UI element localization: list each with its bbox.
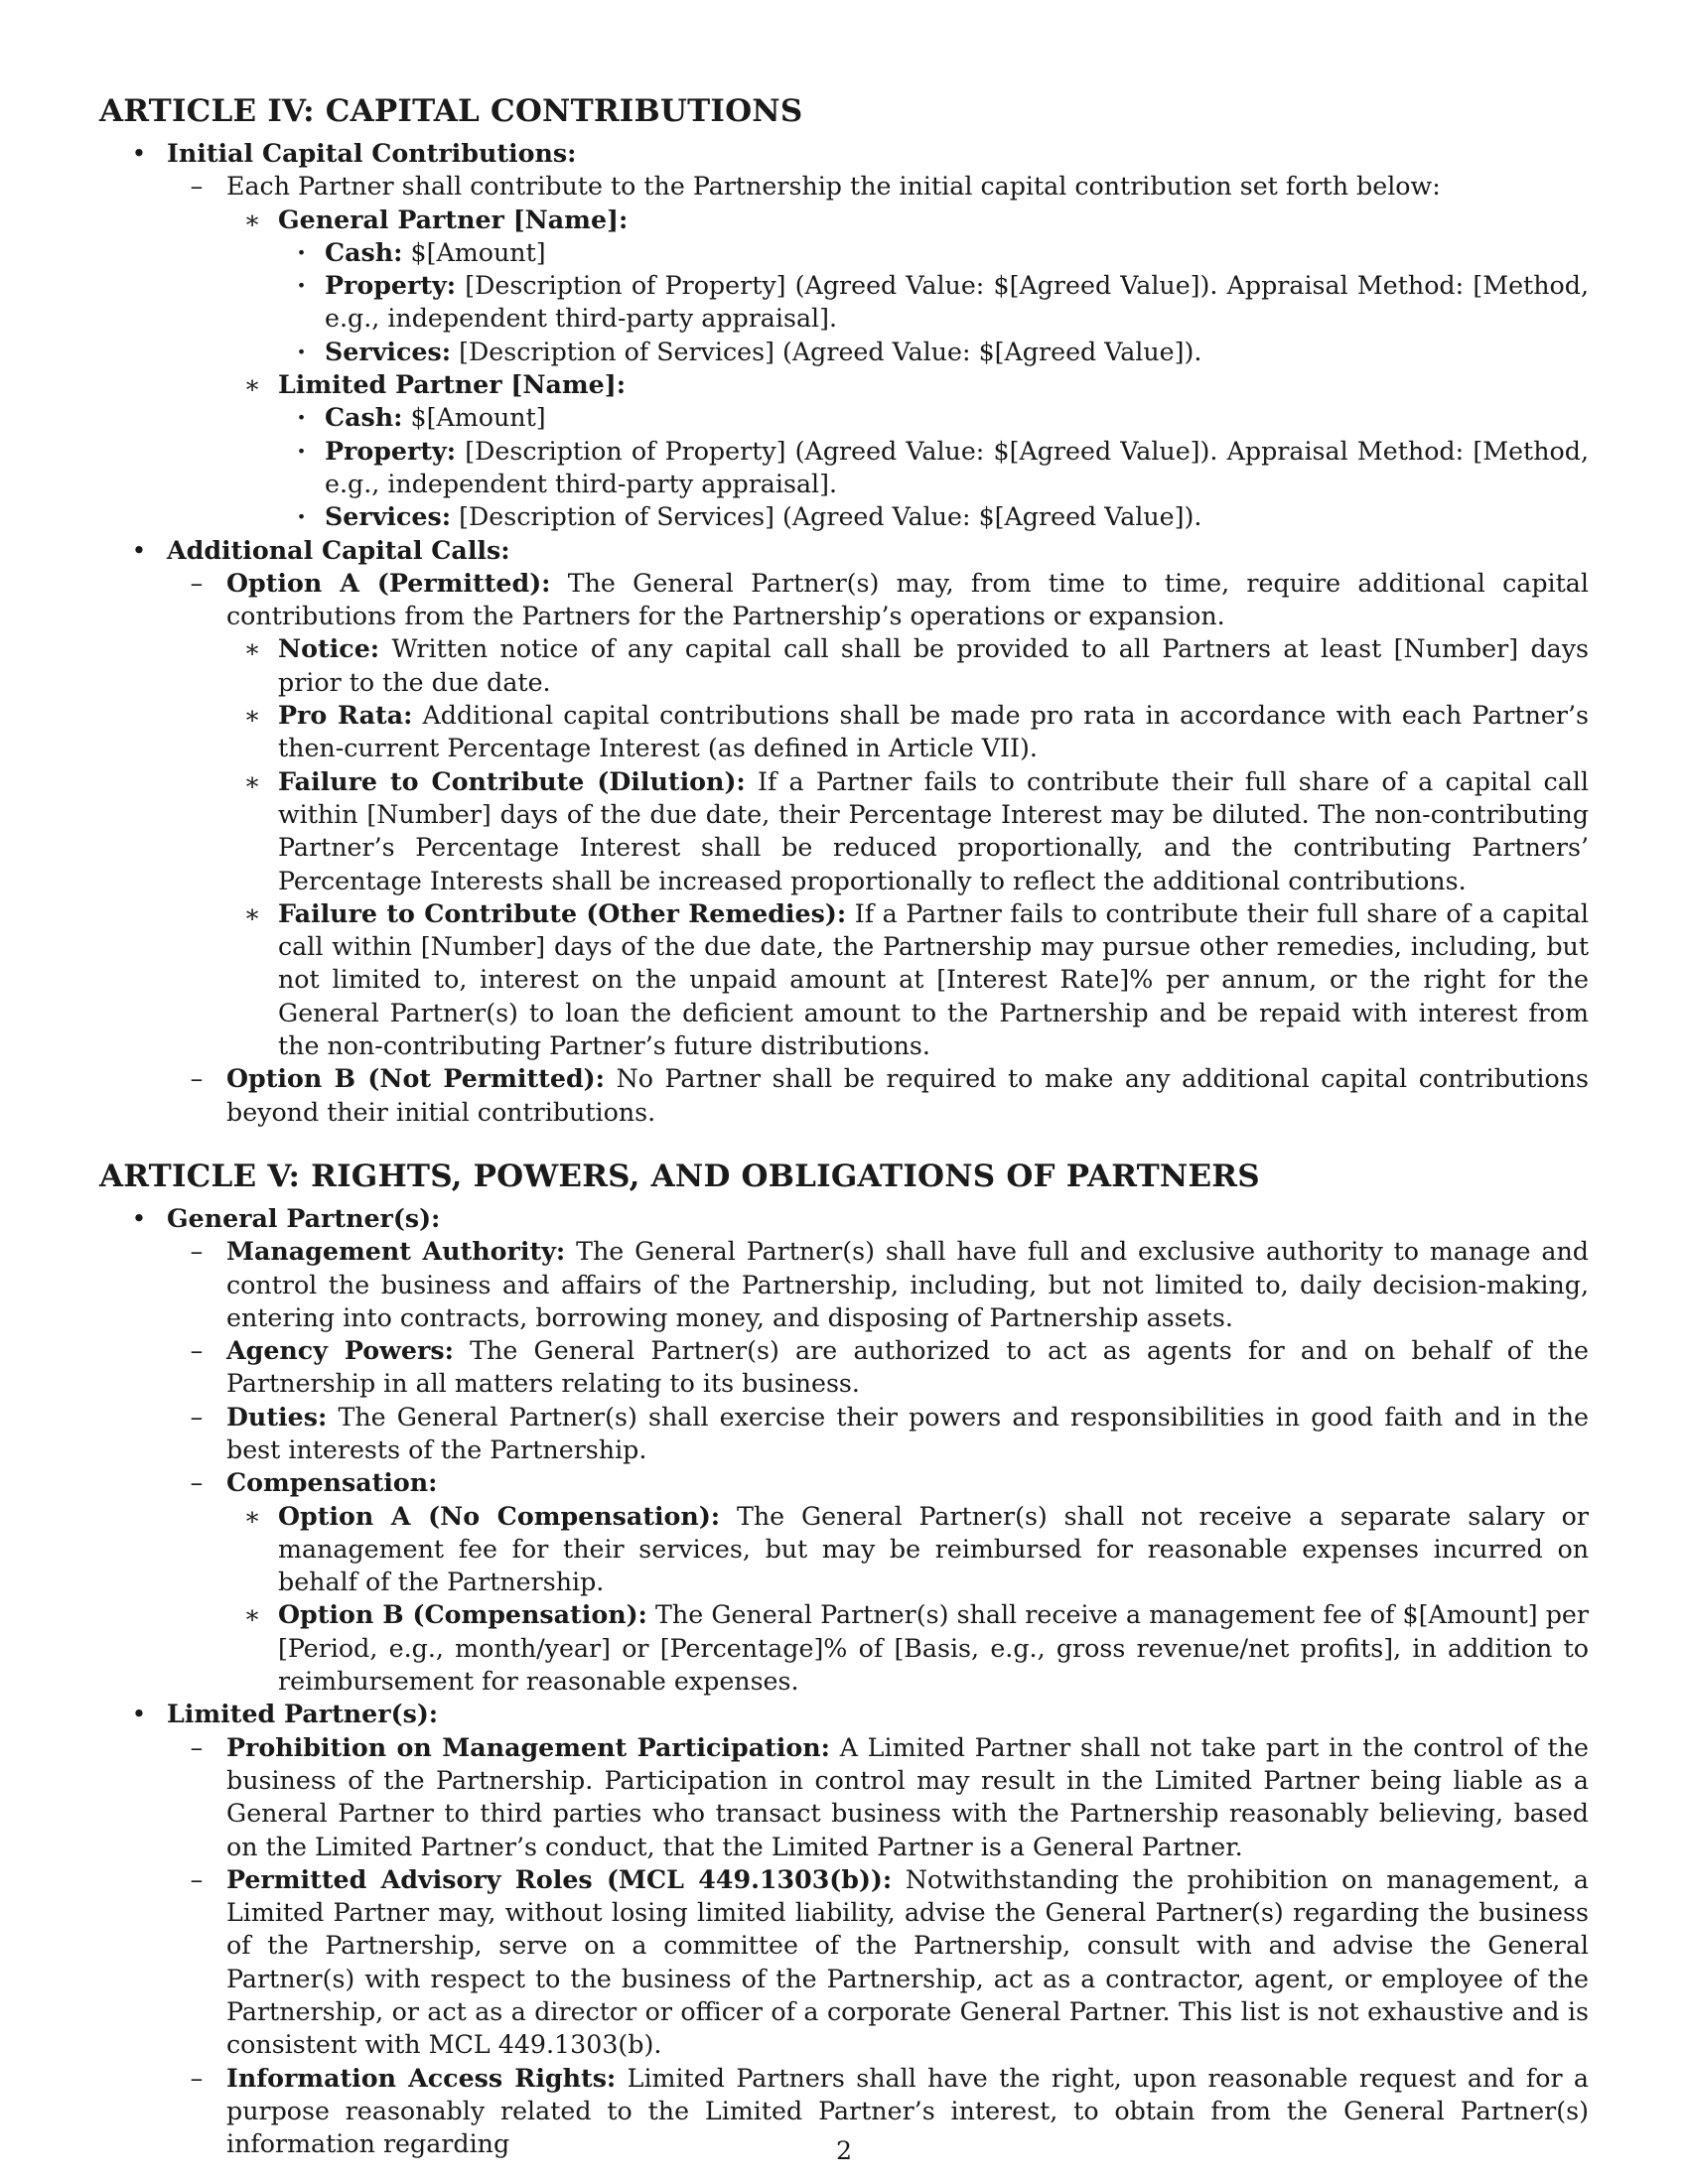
item-text: $[Amount] xyxy=(410,237,546,267)
item-text: A Limited Partner shall not take part in the control of the business of the Partnership. Participation in control may result in the Limited Partner being liable as a General Partner to third parties who transact business with the Partnership reasonably believing, based on the Limited Partner’s conduct, that the Limited Partner is a General Partner. xyxy=(226,1732,1589,1861)
list-item xyxy=(99,534,1589,1129)
list-item xyxy=(167,170,1589,533)
item-text: $[Amount] xyxy=(410,403,546,433)
list-item xyxy=(278,236,1589,269)
list-item xyxy=(167,1863,1589,2062)
item-text: The General Partner(s) shall receive a management fee of $[Amount] per [Period, e.g., month/year] or [Percentage]% of [Basis, e.g., gross revenue/net profits], in addition to reimbursement for reasonable expenses. xyxy=(278,1600,1589,1697)
item-text: Written notice of any capital call shall be provided to all Partners at least [Number] days prior to the due date. xyxy=(278,634,1589,697)
list-item xyxy=(226,897,1589,1062)
general-partners-heading: General Partner(s): xyxy=(167,1202,441,1233)
item-label: Services: xyxy=(325,336,452,366)
item-text: The General Partner(s) are authorized to act as agents for and on behalf of the Partnership in all matters relating to its business. xyxy=(226,1336,1589,1399)
list-item xyxy=(167,567,1589,1062)
item-label: Failure to Contribute (Other Remedies): xyxy=(278,897,847,928)
limited-partners-heading: Limited Partner(s): xyxy=(167,1699,439,1729)
item-label: Cash: xyxy=(325,236,403,267)
general-partner-heading: General Partner [Name]: xyxy=(278,204,629,234)
item-label: Cash: xyxy=(325,402,403,433)
list-item xyxy=(167,1334,1589,1401)
item-label: Failure to Contribute (Dilution): xyxy=(278,765,746,796)
item-text: Additional capital contributions shall be made pro rata in accordance with each Partner’s then-current Percentage Interest (as defined in Article VII). xyxy=(278,701,1589,763)
article-v-title: ARTICLE V: RIGHTS, POWERS, AND OBLIGATIONS OF PARTNERS xyxy=(99,1158,1260,1194)
item-label: Prohibition on Management Participation: xyxy=(226,1731,830,1762)
list-item xyxy=(99,137,1589,534)
item-label: Property: xyxy=(325,270,457,301)
item-text: If a Partner fails to contribute their full share of a capital call within [Number] days of the due date, the Partnership may pursue other remedies, including, but not limited to, interest on the unpaid amount at [Interest Rate]% per annum, or the right for the General Partner(s) to loan the deficient amount to the Partnership and be repaid with interest from the non-contributing Partner’s future distributions. xyxy=(278,898,1589,1061)
list-item xyxy=(278,269,1589,336)
item-text: Limited Partners shall have the right, upon reasonable request and for a purpose reasonably related to the Limited Partner’s interest, to obtain from the General Partner(s) information regarding xyxy=(226,2063,1589,2159)
list-item xyxy=(226,368,1589,533)
list-item xyxy=(167,1401,1589,1467)
list-item xyxy=(226,765,1589,897)
capital-calls-heading: Additional Capital Calls: xyxy=(167,534,510,565)
list-item xyxy=(167,1731,1589,1863)
item-label: Option A (Permitted): xyxy=(226,567,551,598)
list-item xyxy=(226,1598,1589,1698)
list-item xyxy=(226,204,1589,368)
article-iv-list xyxy=(99,137,1589,1129)
item-text: If a Partner fails to contribute their full share of a capital call within [Number] days of the due date, their Percentage Interest may be diluted. The non-contributing Partner’s Percentage Interest shall be reduced proportionally, and the contributing Partners’ Percentage Interests shall be increased proportionally to reflect the additional contributions. xyxy=(278,766,1589,895)
list-item xyxy=(99,1698,1589,2160)
item-text: The General Partner(s) shall not receive a separate salary or management fee for their services, but may be reimbursed for reasonable expenses incurred on behalf of the Partnership. xyxy=(278,1501,1590,1597)
list-item xyxy=(278,401,1589,434)
item-label: Notice: xyxy=(278,633,380,664)
item-label: Option B (Compensation): xyxy=(278,1599,647,1630)
item-label: Option B (Not Permitted): xyxy=(226,1063,605,1094)
article-v-list xyxy=(99,1202,1589,2161)
item-text: No Partner shall be required to make any additional capital contributions beyond their initial contributions. xyxy=(226,1064,1590,1127)
initial-intro: Each Partner shall contribute to the Partnership the initial capital contribution set forth below: xyxy=(226,172,1441,202)
item-label: Compensation: xyxy=(226,1467,438,1498)
list-item xyxy=(99,1202,1589,1698)
document-page xyxy=(99,91,1589,2161)
limited-partner-heading: Limited Partner [Name]: xyxy=(278,369,627,400)
list-item xyxy=(167,1235,1589,1334)
list-item xyxy=(167,1466,1589,1698)
list-item xyxy=(226,699,1589,765)
item-text: [Description of Property] (Agreed Value: $[Agreed Value]). Appraisal Method: [Method, e.g., independent third-party appraisal]. xyxy=(325,436,1589,498)
list-item xyxy=(226,1500,1589,1599)
item-label: Pro Rata: xyxy=(278,700,413,731)
item-label: Property: xyxy=(325,435,457,466)
item-label: Permitted Advisory Roles (MCL 449.1303(b)): xyxy=(226,1863,893,1894)
item-label: Option A (No Compensation): xyxy=(278,1500,721,1531)
article-iv-title: ARTICLE IV: CAPITAL CONTRIBUTIONS xyxy=(99,93,803,129)
item-text: [Description of Services] (Agreed Value: $[Agreed Value]). xyxy=(459,337,1202,366)
item-label: Agency Powers: xyxy=(226,1335,454,1366)
item-label: Management Authority: xyxy=(226,1236,566,1267)
item-text: [Description of Services] (Agreed Value: $[Agreed Value]). xyxy=(459,502,1202,532)
list-item xyxy=(167,1062,1589,1129)
item-text: Notwithstanding the prohibition on management, a Limited Partner may, without losing limited liability, advise the General Partner(s) regarding the business of the Partnership, serve on a committee of the Partnership, consult with and advise the General Partner(s) with respect to the business of the Partnership, act as a contractor, agent, or employee of the Partnership, or act as a director or officer of a corporate General Partner. This list is not exhaustive and is consistent with MCL 449.1303(b). xyxy=(226,1864,1589,2060)
list-item xyxy=(278,336,1589,368)
list-item xyxy=(278,435,1589,501)
item-text: [Description of Property] (Agreed Value: $[Agreed Value]). Appraisal Method: [Method, e.g., independent third-party appraisal]. xyxy=(325,271,1589,334)
item-label: Information Access Rights: xyxy=(226,2062,617,2093)
initial-contributions-heading: Initial Capital Contributions: xyxy=(167,138,577,168)
item-text: The General Partner(s) shall exercise their powers and responsibilities in good faith and in the best interests of the Partnership. xyxy=(226,1402,1589,1464)
item-text: The General Partner(s) may, from time to time, require additional capital contributions from the Partners for the Partnership’s operations or expansion. xyxy=(226,568,1589,631)
item-label: Duties: xyxy=(226,1401,328,1432)
list-item xyxy=(278,500,1589,533)
item-label: Services: xyxy=(325,501,452,532)
page-number: 2 xyxy=(835,2136,853,2165)
list-item xyxy=(226,632,1589,699)
item-text: The General Partner(s) shall have full and exclusive authority to manage and control the business and affairs of the Partnership, including, but not limited to, daily decision-making, entering into contracts, borrowing money, and disposing of Partnership assets. xyxy=(226,1237,1589,1332)
